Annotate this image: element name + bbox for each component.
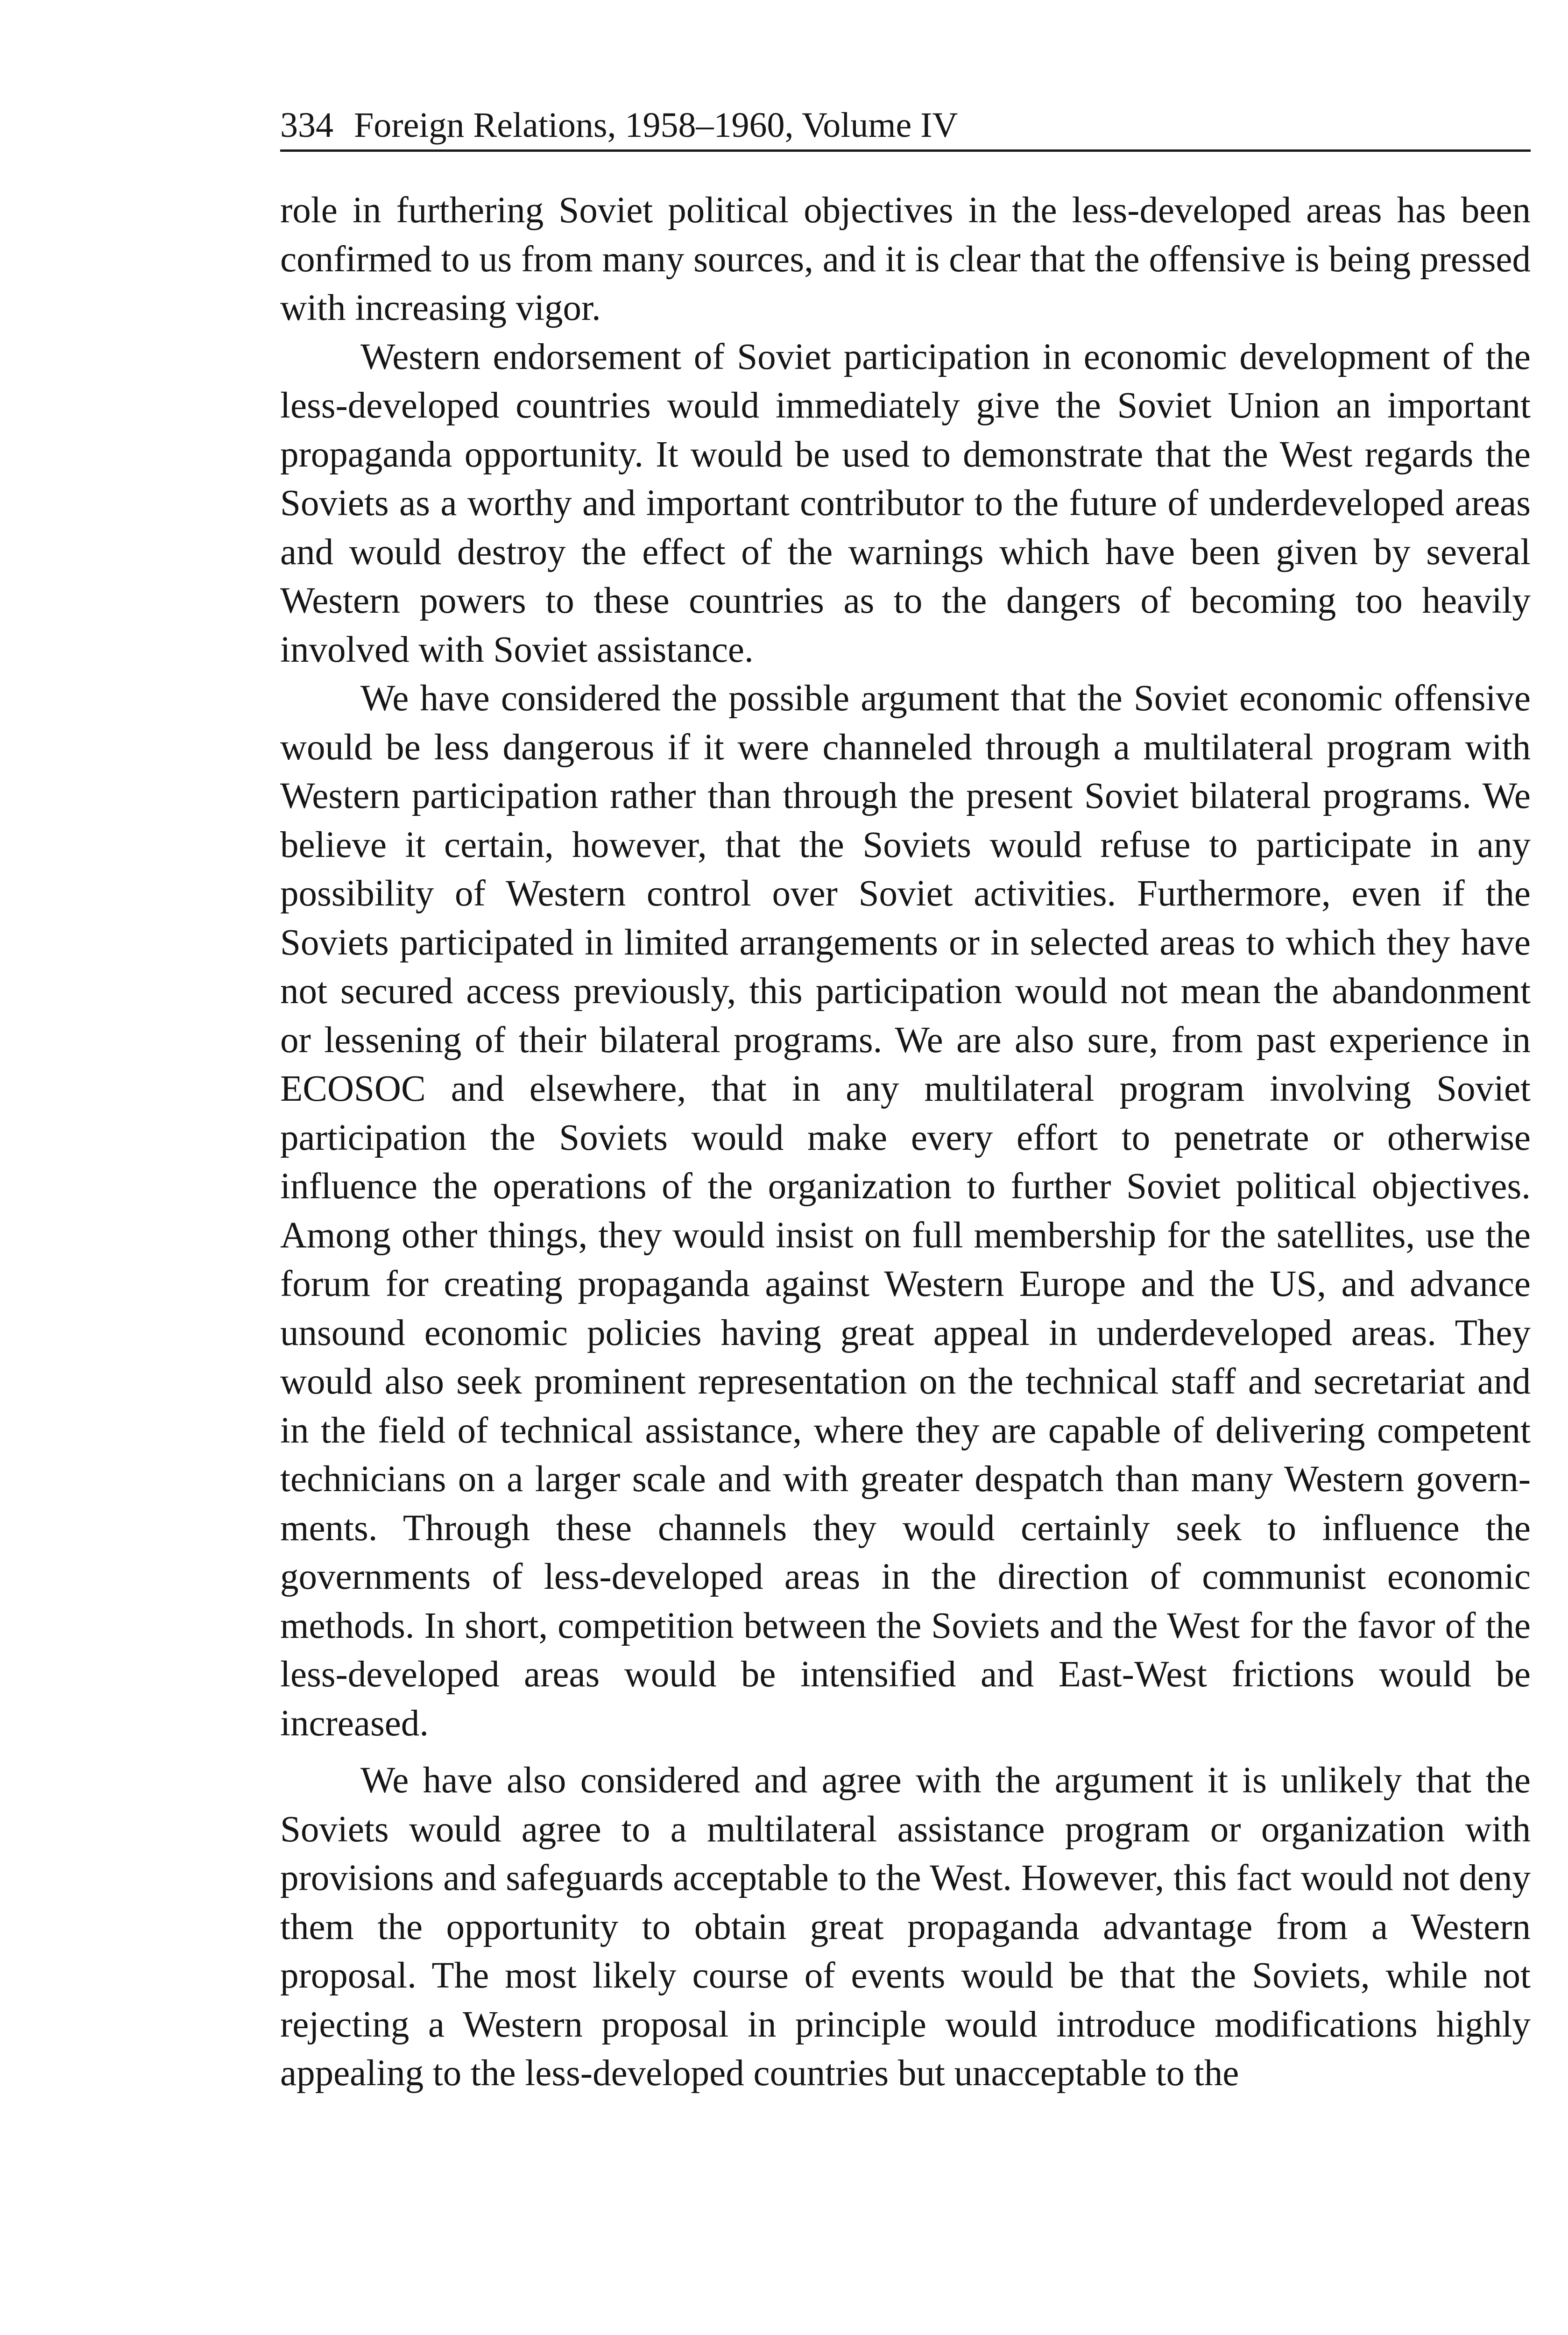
paragraph-propaganda-advantage: We have also considered and agree with the argument it is unlikely that the Soviets would agree to a multilateral assistance program or organization with provisions and safeguards acceptable to the West. However, this fact would not deny them the opportunity to obtain great propaganda advantage from a Western proposal. The most likely course of events would be that the Soviets, while not rejecting a Western proposal in principle would introduce modifications highly appealing to the less-developed countries but unacceptable to the bbox=[280, 1760, 1531, 2094]
paragraph-western-endorsement: Western endorsement of Soviet participation in economic development of the less-developed countries would immediately give the Soviet Union an important propaganda opportunity. It would be used to demonstrate that the West regards the Soviets as a worthy and important contributor to the future of underdeveloped areas and would destroy the effect of the warnings which have been given by several Western powers to these countries as to the dangers of becoming too heavily involved with Soviet assistance. bbox=[280, 336, 1531, 670]
document-page bbox=[280, 107, 1531, 2098]
page-number: 334 bbox=[280, 106, 333, 145]
running-header bbox=[280, 107, 1531, 152]
publication-title: Foreign Relations, 1958–1960, Volume IV bbox=[354, 106, 958, 145]
body-text bbox=[280, 186, 1531, 2098]
paragraph-continued: role in furthering Soviet political objectives in the less-developed areas has been confirmed to us from many sources, and it is clear that the offensive is being pressed with increasing vigor. bbox=[280, 190, 1531, 328]
paragraph-multilateral-argument: We have considered the possible argument that the Soviet economic offensive would be less dangerous if it were channeled through a multilateral program with Western participation rather than through the present Soviet bilateral programs. We believe it certain, however, that the Soviets would refuse to participate in any possibility of Western control over Soviet activities. Furthermore, even if the Soviets participated in limited arrangements or in selected areas to which they have not secured access previously, this participation would not mean the abandonment or lessening of their bilateral programs. We are also sure, from past experience in ECOSOC and elsewhere, that in any multilateral program involving Soviet participation the Soviets would make every effort to penetrate or otherwise influence the operations of the organization to further Soviet political objectives. Among other things, they would insist on full membership for the satellites, use the forum for creating propaganda against Western Europe and the US, and advance unsound economic policies having great appeal in underdeveloped areas. They would also seek prominent representation on the technical staff and secretariat and in the field of technical assistance, where they are capable of delivering competent technicians on a larger scale and with greater despatch than many Western governments. Through these channels they would certainly seek to influence the governments of less-developed areas in the direction of communist economic methods. In short, competition between the Soviets and the West for the favor of the less-developed areas would be intensified and East-West frictions would be increased. bbox=[280, 678, 1531, 1744]
